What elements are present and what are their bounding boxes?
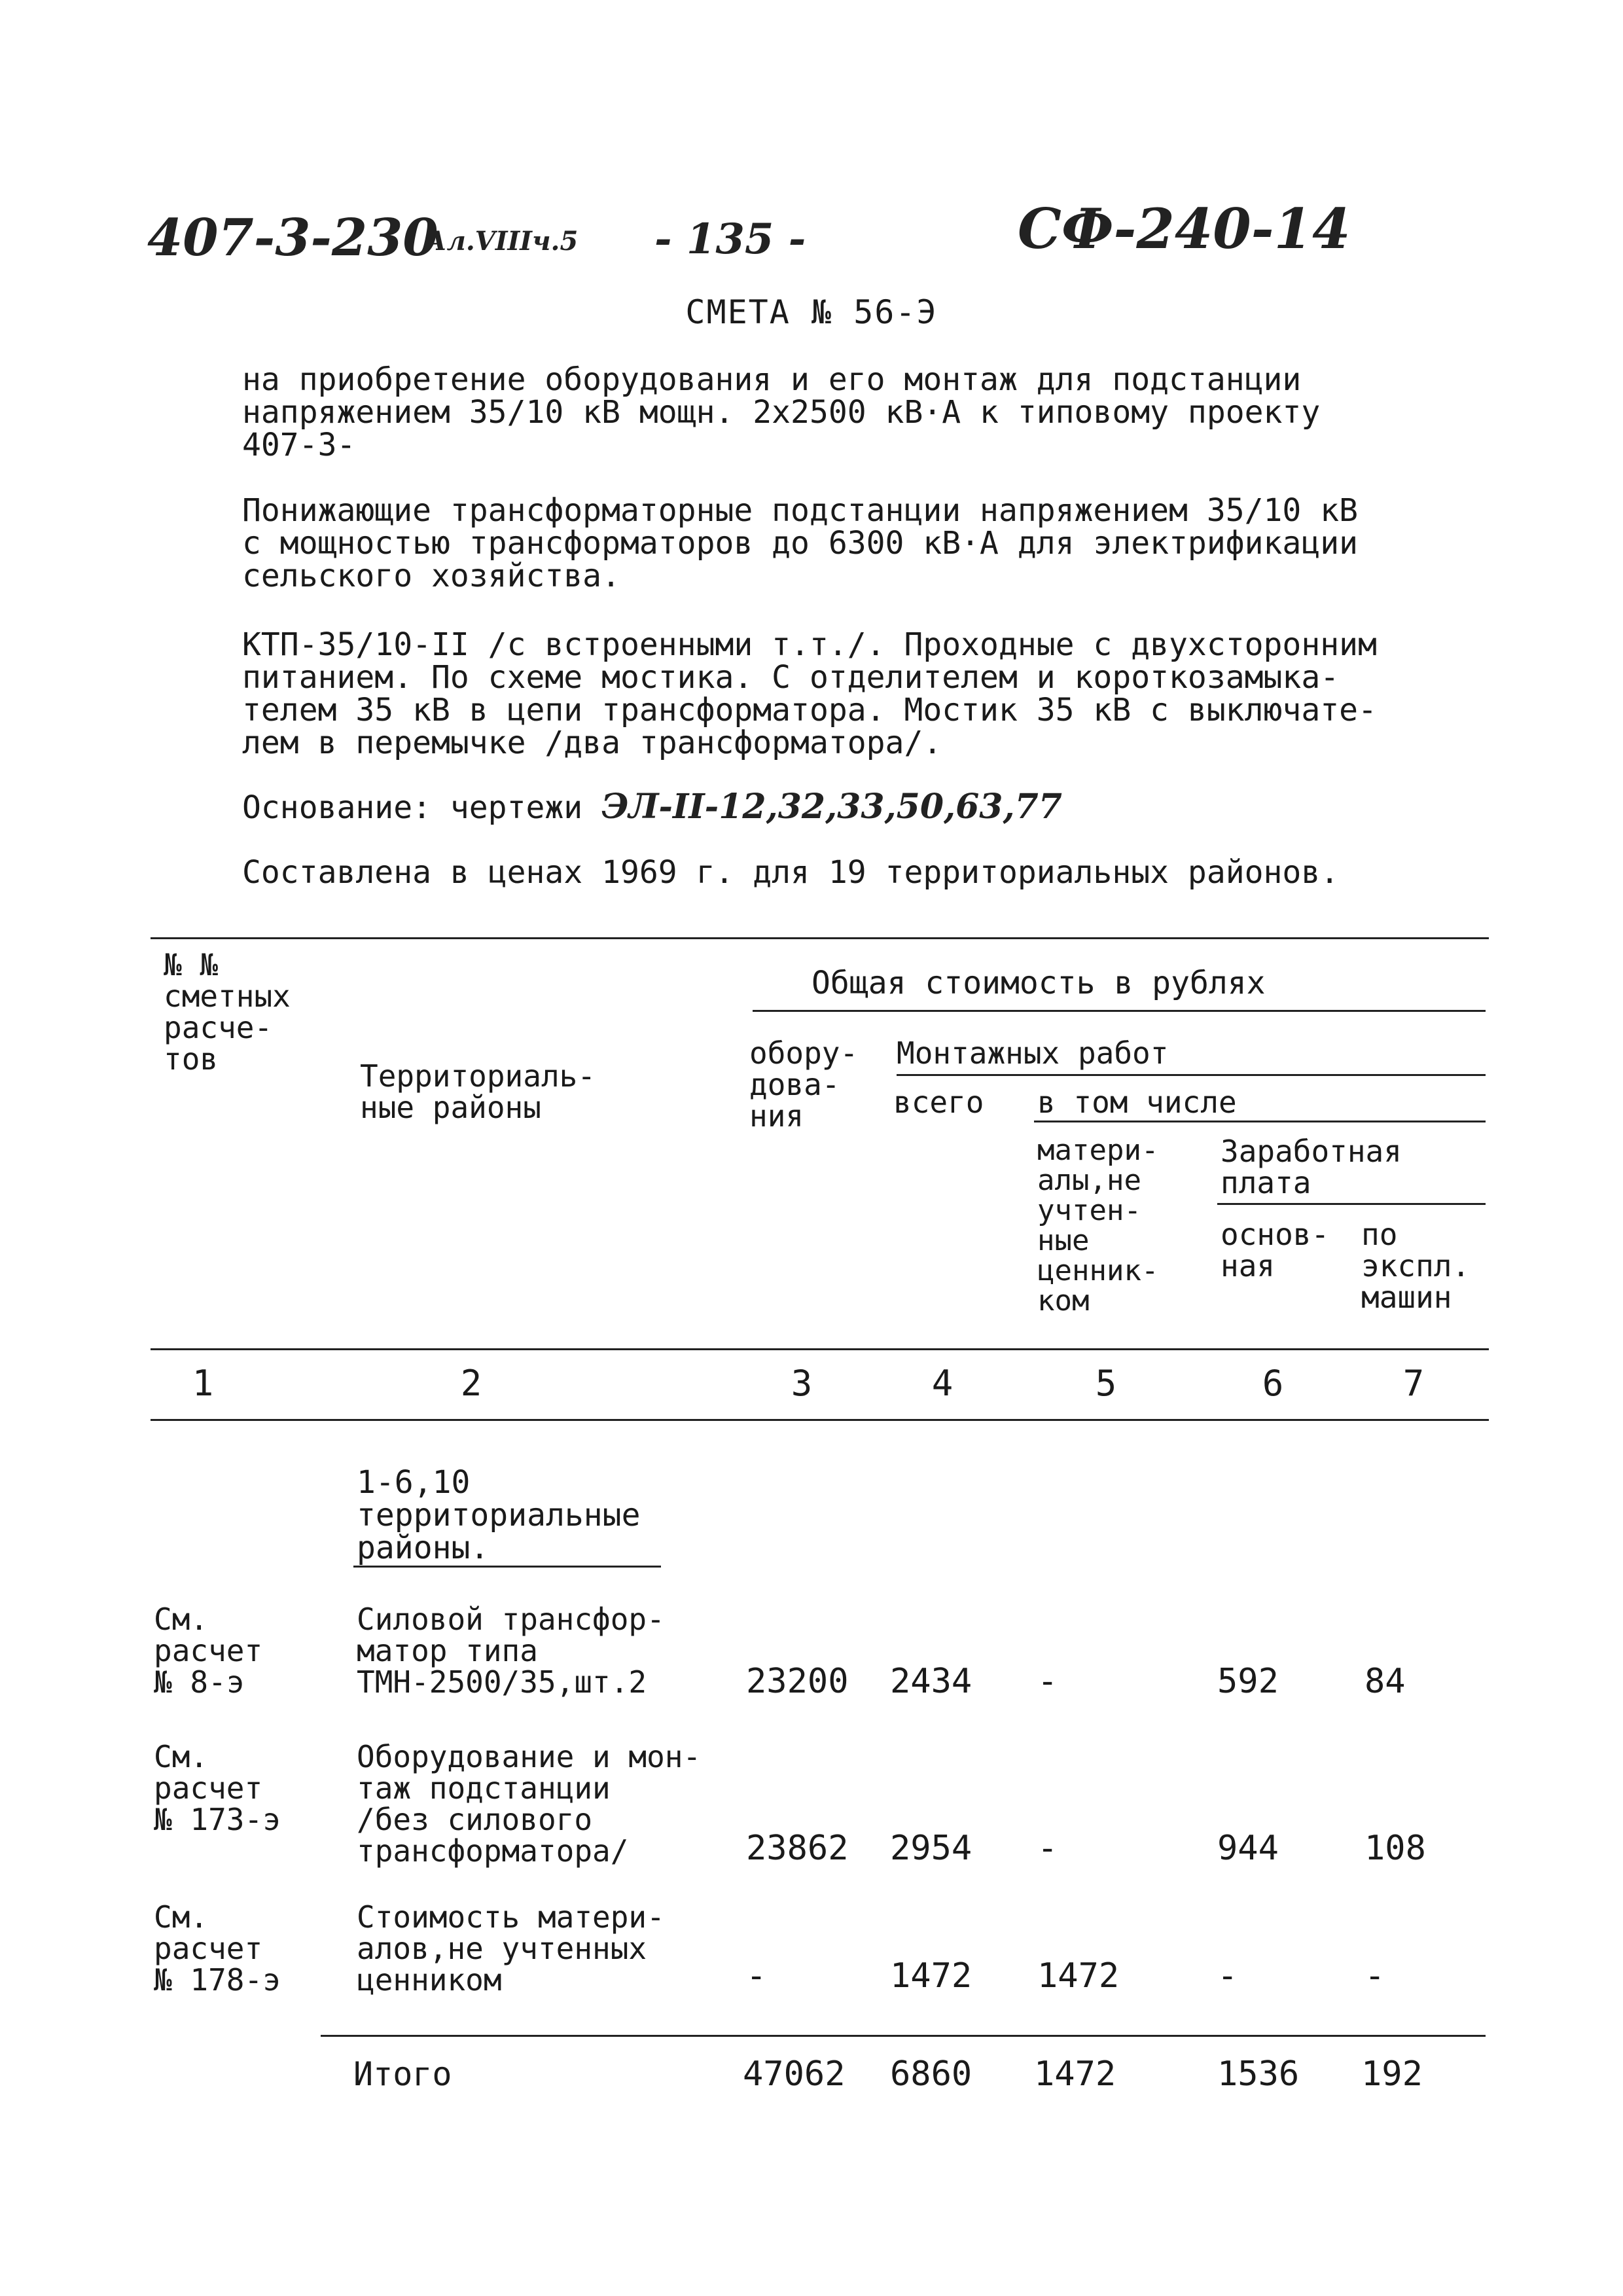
table-row-1-total: 2434 [890,1662,972,1701]
header-col-regions: Территориаль- ные районы [360,1058,596,1125]
table-row-1-wage-machines: 84 [1364,1662,1406,1701]
basis-value: ЭЛ-II-12,32,33,50,63,77 [601,787,1062,827]
header-group-including: в том числе [1037,1085,1237,1120]
group-wage-underline [1217,1203,1486,1205]
header-col-wage-machines: по экспл. машин [1361,1217,1471,1315]
table-row-1-wage-main: 592 [1217,1662,1279,1701]
col-number-1: 1 [192,1363,214,1404]
table-top-rule [151,937,1489,939]
totals-label: Итого [353,2055,452,2093]
page-title: СМЕТА № 56-Э [685,293,938,331]
table-row-1-materials: - [1037,1662,1058,1701]
col-number-3: 3 [791,1363,813,1404]
description-paragraph-3: КТП-35/10-II /с встроенными т.т./. Проходные с двухсторонним питанием. По схеме мостика. С отделителем и короткозамыка- телем 35 кВ в цепи трансформатора. Мостик 35 кВ с выключате- лем в перемычке /два трансформатора/. [242,626,1377,761]
totals-equipment: 47062 [743,2054,846,2094]
table-row-2-total: 2954 [890,1829,972,1868]
group-incl-underline [1034,1121,1486,1122]
header-bottom-rule [151,1348,1489,1350]
group-montage-underline [897,1074,1486,1076]
totals-materials: 1472 [1034,2054,1116,2094]
header-col-materials: матери- алы,не учтен- ные ценник- ком [1037,1134,1159,1318]
header-group-montage: Монтажных работ [897,1035,1169,1071]
table-row-3-total: 1472 [890,1956,972,1996]
table-row-2-wage-machines: 108 [1364,1829,1426,1868]
col-number-4: 4 [931,1363,954,1404]
table-row-2-ref: См. расчет № 173-э [154,1739,281,1837]
totals-rule [321,2035,1486,2037]
section-label: 1-6,10 территориальные районы. [357,1464,641,1566]
header-col-equipment: обору- дова- ния [749,1035,859,1134]
compiled-note: Составлена в ценах 1969 г. для 19 территориальных районов. [242,854,1340,891]
table-row-3-name: Стоимость матери- алов,не учтенных ценником [357,1899,665,1998]
table-row-2-equipment: 23862 [746,1829,849,1868]
document-code: 407-3-230 [147,208,438,268]
header-col-estimate-ref: № № сметных расче- тов [164,947,291,1077]
table-row-3-materials: 1472 [1037,1956,1120,1996]
header-group-wages: Заработная плата [1221,1134,1402,1200]
table-row-3-ref: См. расчет № 178-э [154,1899,281,1998]
table-row-3-wage-machines: - [1364,1956,1385,1996]
table-row-2-name: Оборудование и мон- таж подстанции /без силового трансформатора/ [357,1739,702,1869]
basis-line [242,787,1486,827]
col-number-5: 5 [1095,1363,1117,1404]
description-paragraph-2: Понижающие трансформаторные подстанции напряжением 35/10 кВ с мощностью трансформаторов до 6300 кВ·А для электрификации сельского хозяйства. [242,492,1359,594]
table-row-1-ref: См. расчет № 8-э [154,1602,263,1700]
header-group-total-cost: Общая стоимость в рублях [812,965,1266,1001]
col-number-2: 2 [460,1363,482,1404]
handwritten-code: СФ-240-14 [1018,196,1351,261]
column-numbers-rule [151,1419,1489,1421]
totals-montage-total: 6860 [890,2054,972,2094]
table-row-2-wage-main: 944 [1217,1829,1279,1868]
col-number-7: 7 [1402,1363,1425,1404]
group-total-underline [753,1010,1486,1012]
table-row-3-wage-main: - [1217,1956,1238,1996]
totals-wage-machines: 192 [1361,2054,1423,2094]
table-row-3-equipment: - [746,1956,767,1996]
col-number-6: 6 [1262,1363,1284,1404]
header-col-montage-total: всего [893,1085,984,1120]
basis-label: Основание: чертежи [242,789,583,826]
table-row-1-name: Силовой трансфор- матор типа ТМН-2500/35,шт.2 [357,1602,665,1700]
sheet-reference: Ал.VIIIч.5 [425,226,579,257]
table-row-2-materials: - [1037,1829,1058,1868]
totals-wage-main: 1536 [1217,2054,1300,2094]
table-row-1-equipment: 23200 [746,1662,849,1701]
description-paragraph-1: на приобретение оборудования и его монтаж для подстанции напряжением 35/10 кВ мощн. 2х2500 кВ·А к типовому проекту 407-3- [242,361,1321,463]
page-number: - 135 - [654,215,806,264]
header-col-wage-main: основ- ная [1221,1217,1330,1283]
